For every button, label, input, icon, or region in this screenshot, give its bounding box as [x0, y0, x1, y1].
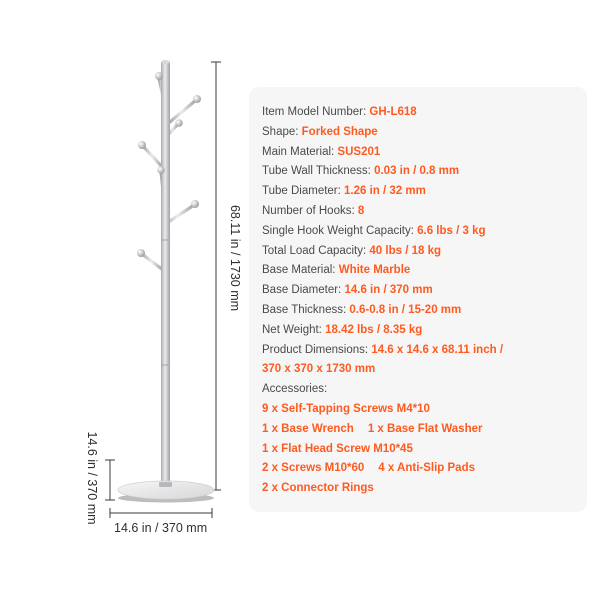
accessory-item: 9 x Self-Tapping Screws M4*10 [262, 402, 430, 415]
height-dimension-line [211, 62, 221, 490]
spec-key: Item Model Number: [262, 106, 367, 118]
spec-main-material [262, 143, 592, 163]
spec-total-load-capacity [262, 242, 592, 262]
spec-key: Tube Diameter: [262, 185, 341, 198]
spec-key: Base Thickness: [262, 303, 347, 316]
spec-number-of-hooks [262, 202, 592, 222]
spec-base-diameter [262, 281, 592, 301]
spec-net-weight [262, 321, 592, 341]
spec-key: Base Material: [262, 264, 336, 277]
spec-value: 370 x 370 x 1730 mm [262, 363, 376, 376]
spec-model-number [262, 103, 592, 123]
accessory-row [262, 420, 592, 440]
accessory-row [262, 440, 592, 460]
accessory-row [262, 459, 592, 479]
spec-list [262, 103, 592, 499]
accessory-row [262, 479, 592, 499]
spec-value: 14.6 in / 370 mm [344, 284, 433, 297]
spec-value: 14.6 x 14.6 x 68.11 inch / [371, 343, 504, 356]
spec-key: Main Material: [262, 145, 335, 158]
accessory-item: 1 x Base Wrench [262, 422, 354, 435]
accessory-item: 1 x Base Flat Washer [367, 422, 483, 435]
height-dimension-label: 68.11 in / 1730 mm [228, 204, 242, 312]
spec-key: Total Load Capacity: [262, 244, 367, 257]
base-width-dimension-line [110, 508, 212, 518]
spec-value: 1.26 in / 32 mm [344, 185, 426, 198]
spec-value: 0.03 in / 0.8 mm [374, 165, 460, 178]
spec-base-thickness [262, 301, 592, 321]
accessory-item: 2 x Screws M10*60 [262, 462, 365, 475]
accessory-row [262, 400, 592, 420]
base-height-dimension-line [105, 460, 115, 500]
accessories-heading [262, 380, 592, 400]
accessory-item: 1 x Flat Head Screw M10*45 [262, 442, 413, 455]
base-height-dimension-label: 14.6 in / 370 mm [85, 431, 99, 525]
spec-value: 40 lbs / 18 kg [369, 244, 442, 257]
spec-key: Single Hook Weight Capacity: [262, 224, 414, 237]
spec-shape [262, 123, 592, 143]
pole-base-collar [159, 482, 172, 487]
spec-value: 8 [357, 204, 365, 217]
spec-value: White Marble [338, 264, 411, 277]
spec-key: Base Diameter: [262, 284, 342, 297]
spec-key: Accessories: [262, 383, 328, 396]
spec-single-hook-capacity [262, 222, 592, 242]
spec-base-material [262, 261, 592, 281]
base-width-dimension-label: 14.6 in / 370 mm [114, 521, 208, 535]
spec-key: Shape: [262, 125, 299, 138]
main-pole [161, 62, 170, 485]
spec-key: Net Weight: [262, 323, 322, 336]
spec-key: Product Dimensions: [262, 343, 369, 356]
spec-key: Number of Hooks: [262, 204, 355, 217]
spec-key: Tube Wall Thickness: [262, 165, 371, 178]
accessory-item: 2 x Connector Rings [262, 482, 374, 495]
spec-tube-wall-thickness [262, 162, 592, 182]
spec-value: GH-L618 [369, 106, 417, 118]
pole-top-cap [161, 60, 170, 64]
spec-product-dimensions [262, 341, 592, 361]
spec-tube-diameter [262, 182, 592, 202]
spec-value: SUS201 [337, 145, 381, 158]
accessory-item: 4 x Anti-Slip Pads [378, 462, 476, 475]
spec-product-dimensions-metric [262, 360, 592, 380]
spec-value: Forked Shape [301, 125, 378, 138]
spec-value: 6.6 lbs / 3 kg [417, 224, 486, 237]
spec-value: 18.42 lbs / 8.35 kg [325, 323, 423, 336]
spec-value: 0.6-0.8 in / 15-20 mm [349, 303, 462, 316]
